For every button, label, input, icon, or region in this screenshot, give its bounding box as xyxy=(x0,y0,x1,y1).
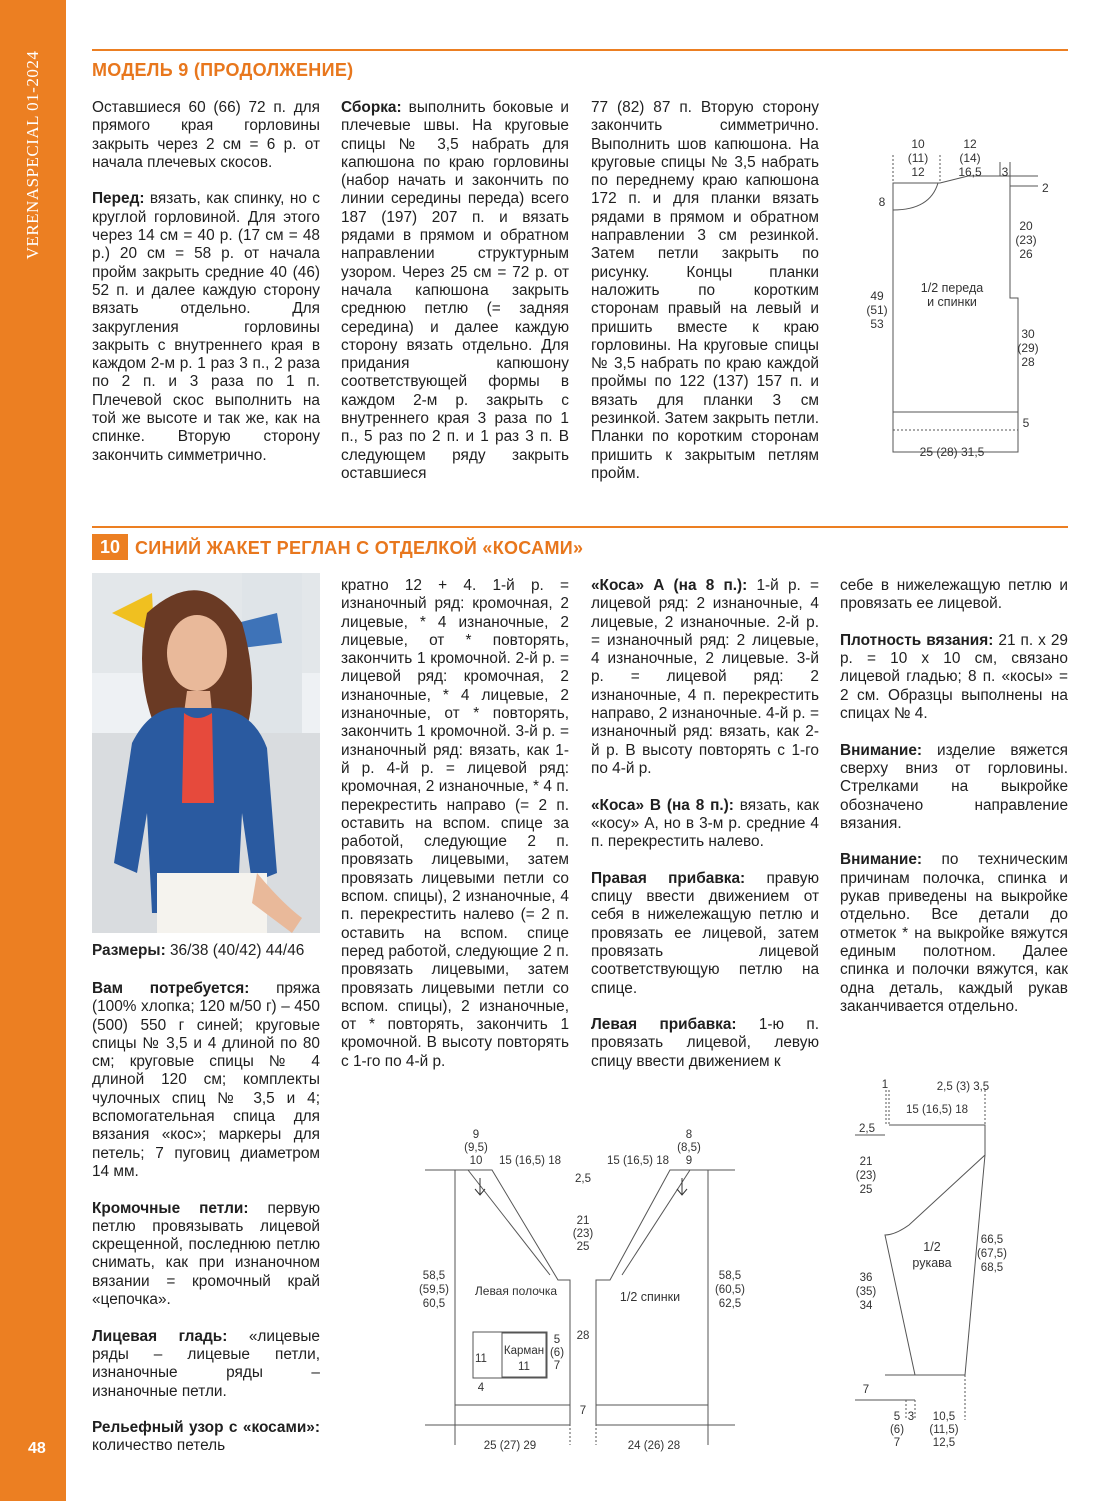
sleeve-dim-b3a: 10,5 xyxy=(932,1411,956,1423)
body-dim-28: 28 xyxy=(576,1330,590,1342)
model10-col4: себе в нижележащую петлю и провязать ее лицевой. Плотность вязания: 21 п. x 29 р. = 10 x 10 см, связано лицевой гладью; 8 п. «косы» = 2 см. Образцы выполнены на спицах № 4. Внимание: изделие вяжется сверху вниз от горловины. Стрелками на выкройке обозначено направление вязания. Внимание: по техническим причинам полочка, спинка и рукав приведены на выкройке отдельно. Все детали до отметок * на выкройке вяжутся единым полотном. Далее спинка и полочки вяжутся, как одна деталь, каждый рукав заканчивается отдельно. xyxy=(840,577,1068,1015)
back-label: 1/2 спинки xyxy=(619,1290,681,1304)
model10-col1: Вам потребуется: пряжа (100% хлопка; 120 м/50 г) – 450 (500) 550 г синей; круговые спицы № 3,5 и 4 длиной по 80 см; круговые спицы № 4 длиной 120 см; комплекты чулочных спиц № 3,5 и 4; вспомогательная спица для вязания «кос»; маркеры для петель; 7 пуговиц диаметром 14 мм. Кромочные петли: первую петлю провязывать лицевой скрещенной, последнюю петлю снимать, как при изнаночном вязании = кромочный край «цепочка». Лицевая гладь: «лицевые ряды – лицевые петли, изнаночные ряды – изнаночные петли. Рельефный узор с «косами»: количество петель xyxy=(92,980,320,1455)
body-dim-tl1: 9 xyxy=(472,1129,480,1141)
m9-dim-right-mid2: (29) xyxy=(1017,341,1039,355)
m9-part-label-2: и спинки xyxy=(927,295,977,309)
m9-dim-top-a2: (11) xyxy=(907,151,929,165)
body-dim-right3: 62,5 xyxy=(718,1298,742,1310)
pocket-dim-5c: 7 xyxy=(553,1360,561,1372)
model9-col2: Сборка: выполнить боковые и плечевые швы. На круговые спицы № 3,5 набрать для капюшона по краю горловины (набор начать и закончить по линии середины переда) всего 187 (197) 207 п. и вязать рядами в прямом и обратном направлении структурным узором. Через 25 см = 72 р. от начала капюшона закрыть среднюю петлю (= задняя середина) и далее каждую сторону вязать отдельно. Для придания капюшону соответствующей формы в каждом 2-м р. закрыть с внутреннего края 3 раза по 1 п., 5 раз по 2 п. и 1 раз 3 п. В следующем ряду закрыть оставшиеся xyxy=(341,99,569,482)
pocket-dim-4: 4 xyxy=(477,1382,485,1394)
m9-dim-right-upper3: 26 xyxy=(1019,247,1033,261)
body-dim-25: 2,5 xyxy=(575,1173,591,1185)
sleeve-dim-l2b: (35) xyxy=(855,1286,877,1298)
sleeve-dim-t1: 1 xyxy=(881,1079,889,1091)
sleeve-dim-25: 2,5 xyxy=(859,1123,875,1135)
body-dim-right1: 58,5 xyxy=(718,1270,742,1282)
m9-dim-top-a3: 12 xyxy=(911,165,925,179)
model10-col2: кратно 12 + 4. 1-й р. = изнаночный ряд: кромочная, 2 лицевые, * 4 изнаночные, 2 лицевые, от * повторять, закончить 1 кромочной. 2-й р. = лицевой ряд: кромочная, 2 изнаночные, * 4 лицевые, 2 изнаночные, от * повторять, закончить 1 кромочной. 3-й р. = изнаночный ряд: вязать, как 1-й р. 4-й р. = лицевой ряд: кромочная, 2 изнаночные, * 4 п. перекрестить направо (= 2 п. оставить на вспом. спице за работой, следующие 2 п. провязать лицевыми, затем провязать лицевыми петли со вспом. спицы), 2 изнаночные, 4 п. перекрестить налево (= 2 п. оставить на вспом. спице перед работой, следующие 2 п. провязать лицевыми, затем провязать лицевыми петли со вспом. спицы), 2 изнаночные, от * повторять, закончить 1 кромочной. В высоту повторять с 1-го по 4-й р. xyxy=(341,577,569,1070)
sleeve-label-1: 1/2 xyxy=(923,1240,941,1254)
body-dim-bottom2: 24 (26) 28 xyxy=(627,1440,681,1452)
body-dim-mid3: 25 xyxy=(576,1241,590,1253)
m9-dim-left3: 53 xyxy=(870,317,884,331)
sleeve-dim-r1b: (67,5) xyxy=(976,1248,1008,1260)
body-dim-left3: 60,5 xyxy=(422,1298,446,1310)
m9-dim-right-upper1: 20 xyxy=(1019,219,1033,233)
section-rule xyxy=(92,526,1068,528)
body-dim-left2: (59,5) xyxy=(418,1284,450,1296)
model10-heading: СИНИЙ ЖАКЕТ РЕГЛАН С ОТДЕЛКОЙ «КОСАМИ» xyxy=(135,538,584,558)
m9-dim-top-b3: 16,5 xyxy=(958,165,982,179)
sizes-line: Размеры: 36/38 (40/42) 44/46 xyxy=(92,942,305,959)
pocket-dim-5b: (6) xyxy=(549,1347,565,1359)
model9-outline xyxy=(893,176,1018,452)
sleeve-label-2: рукава xyxy=(912,1256,952,1270)
body-dim-top1: 15 (16,5) 18 xyxy=(498,1155,562,1167)
body-dim-top2: 15 (16,5) 18 xyxy=(606,1155,670,1167)
m9-dim-right-5: 5 xyxy=(1022,416,1030,430)
m9-dim-left2: (51) xyxy=(866,303,888,317)
sleeve-dim-r1a: 66,5 xyxy=(980,1234,1004,1246)
left-front-label: Левая полочка xyxy=(474,1284,558,1298)
model10-badge: 10 xyxy=(92,534,128,560)
body-pattern-diagram xyxy=(410,1125,760,1460)
sleeve-dim-l2c: 34 xyxy=(859,1300,873,1312)
sleeve-dim-b1b: (6) xyxy=(889,1424,905,1436)
magazine-title: VERENASPECIAL 01-2024 xyxy=(23,50,42,260)
m9-dim-right-mid3: 28 xyxy=(1021,355,1035,369)
body-dim-tr2: (8,5) xyxy=(677,1142,701,1154)
sleeve-dim-l2a: 36 xyxy=(859,1272,873,1284)
model10-col3: «Коса» А (на 8 п.): 1-й р. = лицевой ряд: 2 изнаночные, 4 лицевые, 2 изнаночные. 2-й р. = изнаночный ряд: 2 лицевые, 4 изнаночные, 2 лицевые. 3-й р. = лицевой ряд: 2 изнаночные, 4 п. перекрестить направо, 2 изнаночные. 4-й р. = изнаночный ряд: вязать, как 2-й р. В высоту повторять с 1-го по 4-й р. «Коса» В (на 8 п.): вязать, как «косу» А, но в 3-м р. средние 4 п. перекрестить налево. Правая прибавка: правую спицу ввести движением от себя в нижележащую петлю и провязать ее лицевой, затем провязать лицевой соответствующую петлю на спице. Левая прибавка: 1-ю п. провязать лицевой, левую спицу ввести движением к xyxy=(591,577,820,1070)
sleeve-pattern-diagram xyxy=(845,1075,1015,1465)
top-rule xyxy=(92,49,1068,51)
sleeve-dim-l1c: 25 xyxy=(859,1184,873,1196)
model-photo-illustration xyxy=(92,573,320,933)
pocket-label: Карман xyxy=(503,1345,545,1357)
sleeve-dim-b3b: (11,5) xyxy=(929,1424,959,1436)
body-dim-7: 7 xyxy=(579,1405,587,1417)
sleeve-dim-r1c: 68,5 xyxy=(980,1262,1004,1274)
body-dim-mid1: 21 xyxy=(576,1215,590,1227)
m9-dim-top-a1: 10 xyxy=(911,137,925,151)
body-dim-bottom1: 25 (27) 29 xyxy=(483,1440,537,1452)
body-dim-mid2: (23) xyxy=(572,1228,594,1240)
m9-dim-bottom: 25 (28) 31,5 xyxy=(919,445,985,459)
sidebar-strip xyxy=(0,0,66,1501)
m9-dim-right-upper2: (23) xyxy=(1015,233,1037,247)
body-dim-tr1: 8 xyxy=(685,1129,693,1141)
m9-part-label-1: 1/2 переда xyxy=(920,281,984,295)
sleeve-dim-b1c: 7 xyxy=(893,1437,901,1449)
model9-col1: Оставшиеся 60 (66) 72 п. для прямого края горловины закрыть через 2 см = 6 р. от начала плечевых скосов. Перед: вязать, как спинку, но с круглой горловиной. Для этого через 14 см = 40 р. (17 см = 48 р.) 20 см = 58 р. от начала пройм закрыть средние 40 (46) 52 п. и далее каждую сторону вязать отдельно. Для закругления горловины закрыть с внутреннего края в каждом 2-м р. 1 раз 3 п., 2 раза по 2 п. и 3 раза по 1 п. Плечевой скос выполнить на той же высоте и так же, как на спинке. Вторую сторону закончить симметрично. xyxy=(92,99,320,464)
pocket-dim-5a: 5 xyxy=(553,1334,561,1346)
body-dim-tl3: 10 xyxy=(469,1155,483,1167)
sleeve-dim-l1b: (23) xyxy=(855,1170,877,1182)
model9-heading: МОДЕЛЬ 9 (ПРОДОЛЖЕНИЕ) xyxy=(92,60,354,80)
m9-dim-top-b1: 12 xyxy=(963,137,977,151)
pocket-dim-11: 11 xyxy=(518,1361,530,1373)
sleeve-dim-t3: 15 (16,5) 18 xyxy=(905,1104,969,1116)
model9-col3: 77 (82) 87 п. Вторую сторону закончить симметрично. Выполнить шов капюшона. На круговые спицы № 3,5 набрать по переднему краю капюшона 172 п. и для планки вязать рядами в прямом и обратном направлении 3 см резинкой. Затем петли закрыть по рисунку. Концы планки наложить по коротким сторонам правый на левый и пришить вместе к краю горловины. На круговые спицы № 3,5 набрать по краю каждой проймы по 122 (137) 157 п. и вязать для планки 3 см резинкой. Затем закрыть петли. Планки по коротким сторонам пришить к закрытым петлям пройм. xyxy=(591,99,819,482)
body-dim-tl2: (9,5) xyxy=(464,1142,488,1154)
model9-pattern-diagram xyxy=(860,130,1060,470)
pocket-dim-11b: 11 xyxy=(475,1353,487,1365)
m9-dim-left-8: 8 xyxy=(878,195,886,209)
sleeve-dim-7: 7 xyxy=(862,1384,870,1396)
m9-dim-top-c: 3 xyxy=(1001,165,1009,179)
body-dim-left1: 58,5 xyxy=(422,1270,446,1282)
model-photo xyxy=(92,573,320,933)
sleeve-dim-l1a: 21 xyxy=(859,1156,873,1168)
model9-neckline xyxy=(893,183,938,210)
m9-dim-right-2: 2 xyxy=(1042,181,1049,195)
page-number: 48 xyxy=(28,1440,46,1457)
sleeve-dim-b3c: 12,5 xyxy=(932,1437,956,1449)
body-dim-tr3: 9 xyxy=(685,1155,693,1167)
body-dim-right2: (60,5) xyxy=(714,1284,746,1296)
sleeve-dim-b2: 3 xyxy=(907,1411,915,1423)
arrow-down-icon xyxy=(677,1178,687,1195)
m9-dim-right-mid1: 30 xyxy=(1021,327,1035,341)
m9-dim-left1: 49 xyxy=(870,289,884,303)
sleeve-dim-b1a: 5 xyxy=(893,1411,901,1423)
m9-dim-top-b2: (14) xyxy=(959,151,981,165)
sleeve-dim-t2: 2,5 (3) 3,5 xyxy=(936,1081,990,1093)
